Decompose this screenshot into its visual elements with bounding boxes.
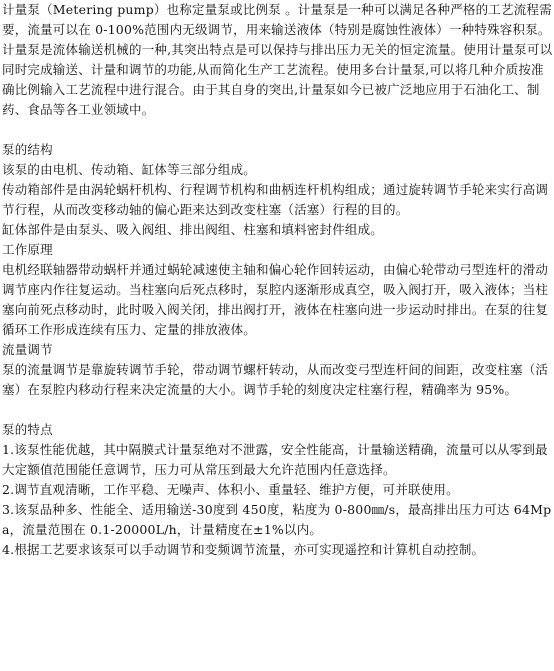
intro-paragraph-definition: 计量泵（Metering pump）也称定量泵或比例泵 。计量泵是一种可以满足各种严格的工艺流程需要，流量可以在 0-100%范围内无级调节，用来输送液体（特别是腐蚀性液体）一种特殊容积泵。 bbox=[2, 2, 552, 37]
section-heading-structure: 泵的结构 bbox=[2, 142, 53, 157]
section-spacer bbox=[2, 120, 554, 140]
feature-item: 3.该泵品种多、性能全、适用输送-30度到 450度，粘度为 0-800㎜/s，最高排出压力可达 64Mpa，流量范围在 0.1-20000L/h，计量精度在±1%以内。 bbox=[2, 502, 552, 537]
feature-item: 2.调节直观清晰，工作平稳、无噪声、体积小、重量轻、维护方便，可并联使用。 bbox=[2, 482, 459, 497]
section-heading-features: 泵的特点 bbox=[2, 422, 53, 437]
section-heading-principle: 工作原理 bbox=[2, 242, 53, 257]
feature-item: 4.根据工艺要求该泵可以手动调节和变频调节流量，亦可实现遥控和计算机自动控制。 bbox=[2, 542, 485, 557]
structure-paragraph-cylinder: 缸体部件是由泵头、吸入阀组、排出阀组、柱塞和填料密封件组成。 bbox=[2, 222, 384, 237]
intro-paragraph-features: 计量泵是流体输送机械的一种,其突出特点是可以保持与排出压力无关的恒定流量。使用计量泵可以同时完成输送、计量和调节的功能,从而简化生产工艺流程。使用多台计量泵,可以将几种介质按准确比例输入工艺流程中进行混合。由于其自身的突出,计量泵如今已被广泛地应用于石油化工、制药、食品等各工业领域中。 bbox=[2, 42, 553, 117]
principle-paragraph: 电机经联轴器带动蜗杆并通过蜗轮减速使主轴和偏心轮作回转运动，由偏心轮带动弓型连杆的滑动调节座内作往复运动。当柱塞向后死点移时，泵腔内逐渐形成真空，吸入阀打开，吸入液体；当柱塞向前死点移动时，此时吸入阀关闭，排出阀打开，液体在柱塞向进一步运动时排出。在泵的往复循环工作形成连续有压力、定量的排放液体。 bbox=[2, 262, 549, 337]
feature-item: 1.该泵性能优越，其中隔膜式计量泵绝对不泄露，安全性能高，计量输送精确，流量可以从零到最大定额值范围能任意调节，压力可从常压到最大允许范围内任意选择。 bbox=[2, 442, 548, 477]
structure-paragraph-overview: 该泵的由电机、传动箱、缸体等三部分组成。 bbox=[2, 162, 257, 177]
flow-paragraph: 泵的流量调节是靠旋转调节手轮，带动调节螺杆转动，从而改变弓型连杆间的间距，改变柱塞（活塞）在泵腔内移动行程来决定流量的大小。调节手轮的刻度决定柱塞行程，精确率为 95%。 bbox=[2, 362, 549, 397]
section-spacer bbox=[2, 400, 554, 420]
structure-paragraph-transmission: 传动箱部件是由涡轮蜗杆机构、行程调节机构和曲柄连杆机构组成；通过旋转调节手轮来实行高调节行程，从而改变移动轴的偏心距来达到改变柱塞（活塞）行程的目的。 bbox=[2, 182, 549, 217]
section-heading-flow: 流量调节 bbox=[2, 342, 53, 357]
